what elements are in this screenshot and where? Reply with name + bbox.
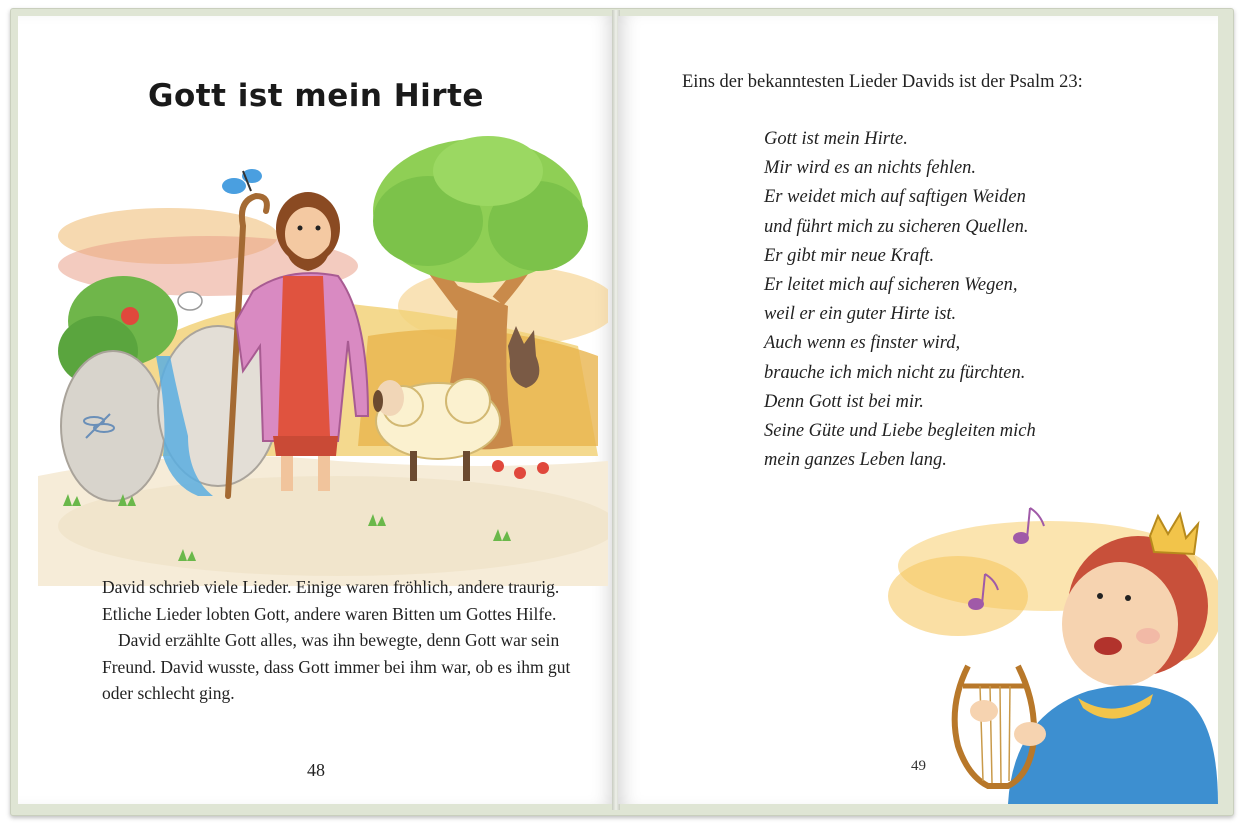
shepherd-illustration (38, 116, 608, 586)
left-page (18, 16, 614, 804)
page-number: 48 (307, 760, 325, 780)
psalm-line: weil er ein guter Hirte ist. (764, 304, 957, 325)
right-page (618, 16, 1218, 804)
psalm-line: und führt mich zu sicheren Quellen. (764, 216, 1029, 237)
psalm-line: brauche ich mich nicht zu fürchten. (764, 362, 1026, 383)
paragraph: David erzählte Gott alles, was ihn bewegte, denn Gott war sein Freund. David wusste, dass Gott immer bei ihm war, ob es ihm gut oder schlecht ging. (102, 630, 571, 703)
psalm-line: Seine Güte und Liebe begleiten mich (764, 421, 1036, 442)
psalm-line: Er weidet mich auf saftigen Weiden (764, 187, 1026, 208)
story-text (102, 574, 572, 707)
psalm-line: Mir wird es an nichts fehlen. (764, 158, 977, 179)
psalm-line: Denn Gott ist bei mir. (764, 391, 924, 412)
intro-line: Eins der bekanntesten Lieder Davids ist der Psalm 23: (682, 72, 1083, 92)
psalm-line: Er gibt mir neue Kraft. (764, 245, 935, 266)
psalm-line: mein ganzes Leben lang. (764, 450, 947, 471)
psalm-line: Er leitet mich auf sicheren Wegen, (764, 275, 1018, 296)
psalm-line: Auch wenn es finster wird, (764, 333, 961, 354)
paragraph: David schrieb viele Lieder. Einige waren fröhlich, andere traurig. Etliche Lieder lobten Gott, andere waren Bitten um Gottes Hilfe. (102, 577, 560, 624)
page-title: Gott ist mein Hirte (148, 78, 484, 114)
page-number: 49 (911, 758, 926, 774)
psalm-line: Gott ist mein Hirte. (764, 129, 908, 149)
psalm-text (764, 125, 1184, 475)
king-david-illustration (888, 486, 1218, 804)
